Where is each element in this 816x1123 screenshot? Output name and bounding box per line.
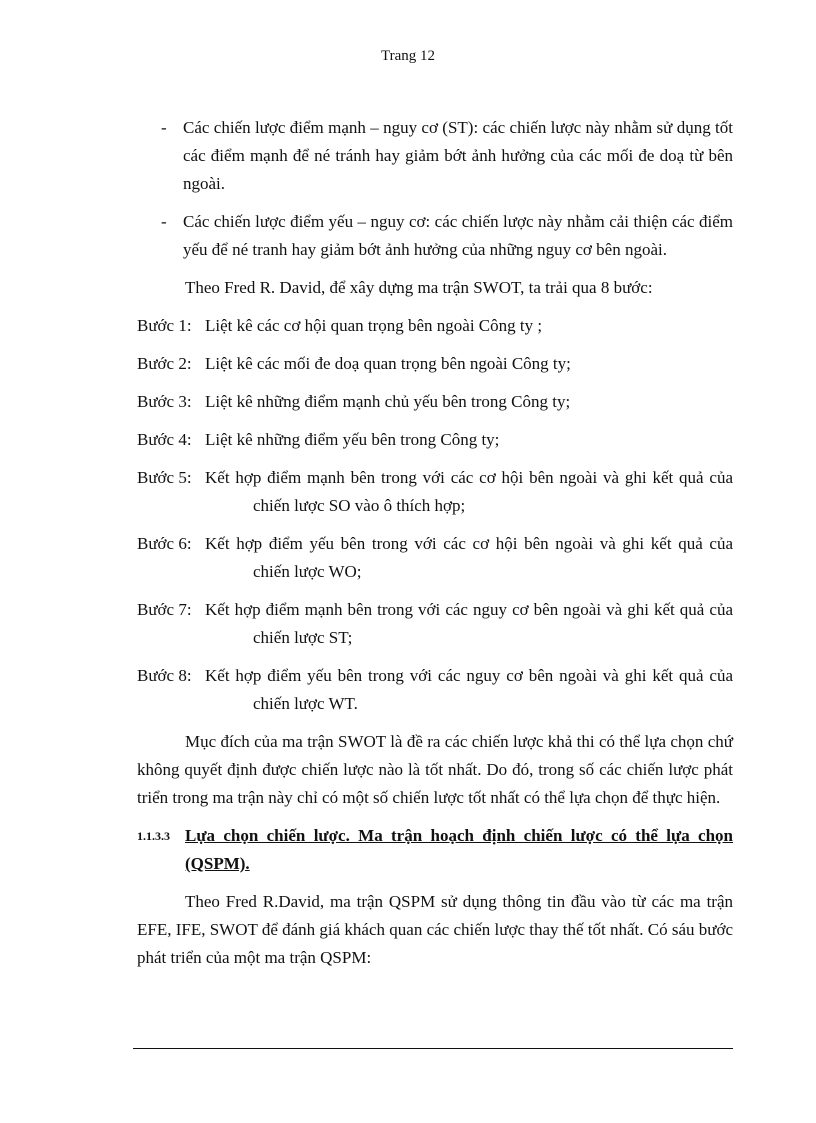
swot-purpose-paragraph: Mục đích của ma trận SWOT là đề ra các chiến lược khả thi có thể lựa chọn chứ không quyết định được chiến lược nào là tốt nhất. Do đó, trong số các chiến lược phát triển trong ma trận này chỉ có một số chiến lược tốt nhất có thể lựa chọn để thực hiện.	[137, 732, 733, 807]
step-text: Kết hợp điểm mạnh bên trong với các nguy cơ bên ngoài và ghi kết quả của chiến lược ST;	[205, 600, 733, 647]
step-text: Liệt kê các cơ hội quan trọng bên ngoài Công ty ;	[205, 316, 543, 335]
steps-intro: Theo Fred R. David, để xây dựng ma trận SWOT, ta trải qua 8 bước:	[185, 278, 653, 297]
step-item	[137, 464, 733, 520]
step-item	[137, 388, 733, 416]
section-heading	[137, 822, 733, 878]
step-text: Liệt kê những điểm mạnh chủ yếu bên trong Công ty;	[205, 392, 571, 411]
step-label: Bước 1:	[137, 316, 192, 335]
footer-rule	[133, 1048, 733, 1049]
step-label: Bước 2:	[137, 354, 192, 373]
step-item	[137, 530, 733, 586]
step-label: Bước 4:	[137, 430, 192, 449]
bullet-text: Các chiến lược điểm yếu – nguy cơ: các chiến lược này nhằm cải thiện các điểm yếu để né tranh hay giảm bớt ảnh hưởng của những nguy cơ bên ngoài.	[183, 212, 733, 259]
step-label: Bước 6:	[137, 534, 192, 553]
section-number: 1.1.3.3	[137, 829, 170, 843]
bullet-text: Các chiến lược điểm mạnh – nguy cơ (ST): các chiến lược này nhằm sử dụng tốt các điểm mạnh để né tránh hay giảm bớt ảnh hưởng của các mối đe doạ từ bên ngoài.	[183, 118, 733, 193]
bullet-dash: -	[161, 118, 167, 137]
step-label: Bước 7:	[137, 600, 192, 619]
step-label: Bước 8:	[137, 666, 192, 685]
step-text: Kết hợp điểm yếu bên trong với các cơ hội bên ngoài và ghi kết quả của chiến lược WO;	[205, 534, 733, 581]
step-label: Bước 5:	[137, 468, 192, 487]
step-item	[137, 312, 733, 340]
step-item	[137, 350, 733, 378]
step-item	[137, 662, 733, 718]
bullet-item	[161, 114, 733, 198]
step-item	[137, 426, 733, 454]
bullet-item	[161, 208, 733, 264]
page-number: Trang 12	[380, 48, 436, 64]
qspm-intro-paragraph: Theo Fred R.David, ma trận QSPM sử dụng thông tin đầu vào từ các ma trận EFE, IFE, SWOT để đánh giá khách quan các chiến lược thay thế tốt nhất. Có sáu bước phát triển của một ma trận QSPM:	[137, 892, 733, 967]
step-text: Liệt kê những điểm yếu bên trong Công ty;	[205, 430, 500, 449]
document-body	[137, 114, 733, 982]
step-text: Kết hợp điểm yếu bên trong với các nguy cơ bên ngoài và ghi kết quả của chiến lược WT.	[205, 666, 733, 713]
bullet-dash: -	[161, 212, 167, 231]
step-text: Liệt kê các mối đe doạ quan trọng bên ngoài Công ty;	[205, 354, 571, 373]
step-text: Kết hợp điểm mạnh bên trong với các cơ hội bên ngoài và ghi kết quả của chiến lược SO vào ô thích hợp;	[205, 468, 733, 515]
step-label: Bước 3:	[137, 392, 192, 411]
step-item	[137, 596, 733, 652]
section-title: Lựa chọn chiến lược. Ma trận hoạch định chiến lược có thể lựa chọn (QSPM).	[185, 826, 733, 873]
